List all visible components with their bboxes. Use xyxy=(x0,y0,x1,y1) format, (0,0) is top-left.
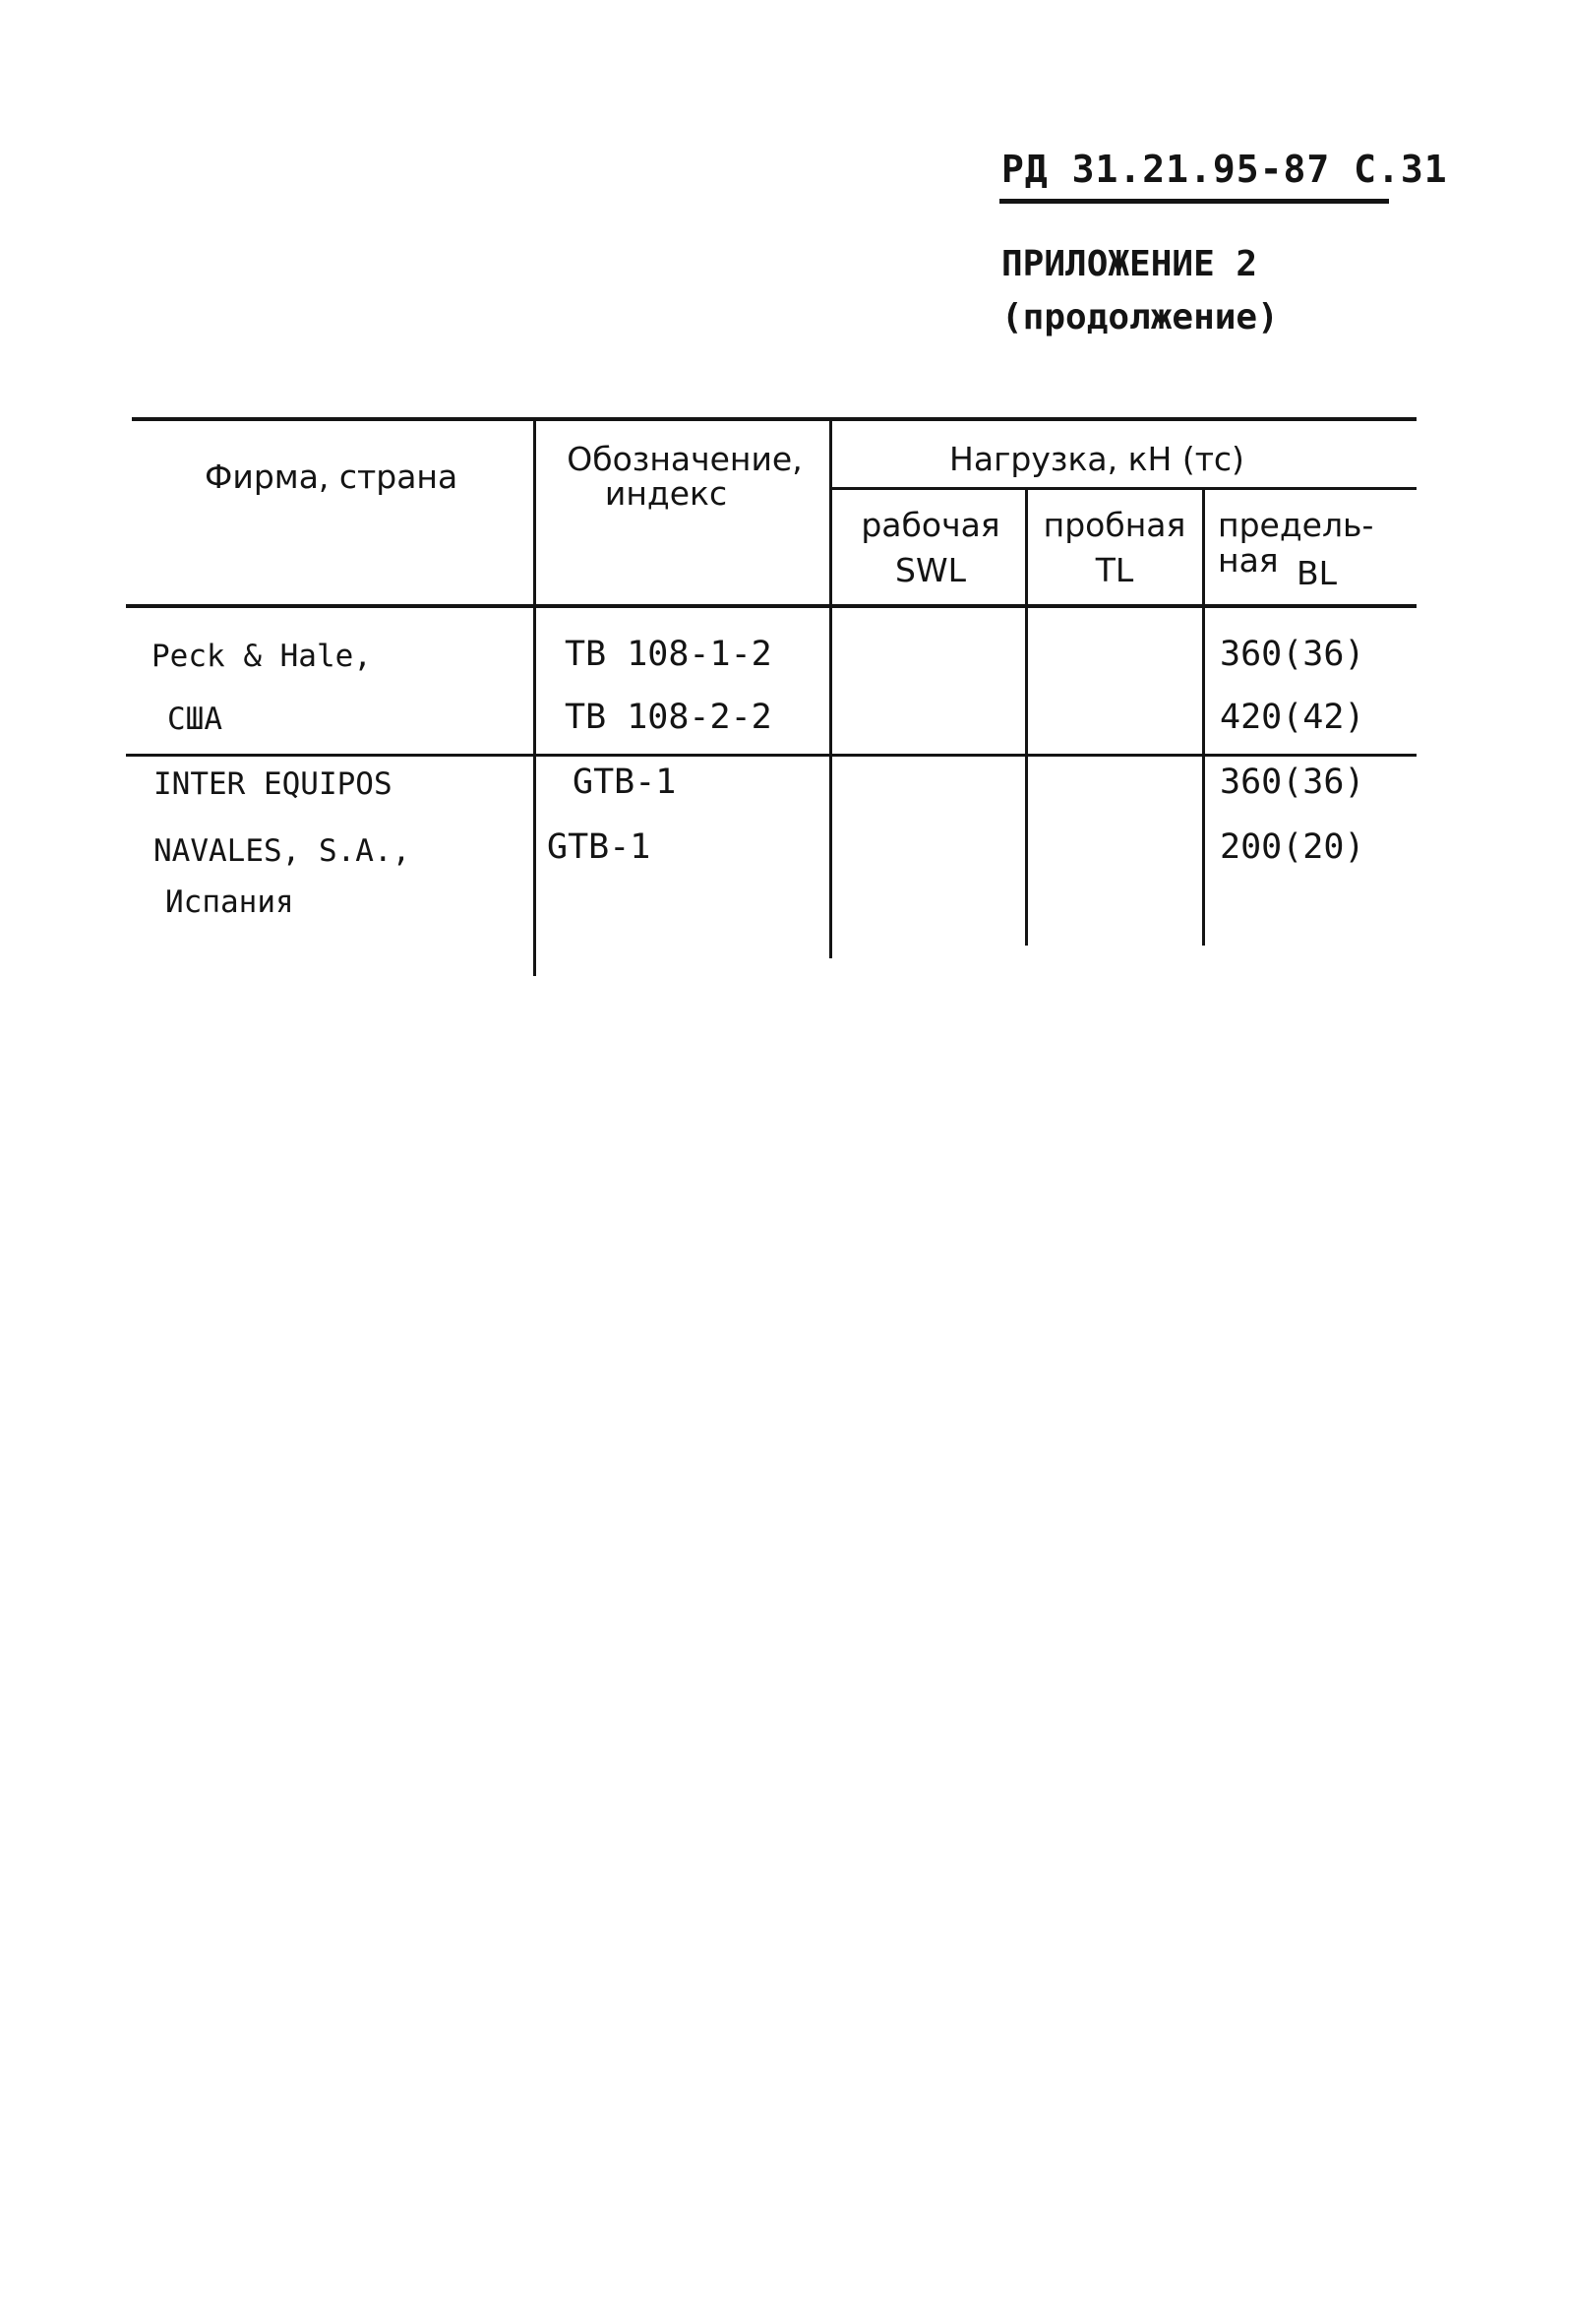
appendix-note: (продолжение) xyxy=(1001,297,1279,337)
column-header-limit-bl: BL xyxy=(1297,554,1338,592)
limit-load-cell: 360(36) xyxy=(1220,635,1365,674)
column-divider-designation xyxy=(533,417,536,976)
company-cell: NAVALES, S.A., xyxy=(153,833,411,869)
company-cell: INTER EQUIPOS xyxy=(153,766,392,802)
column-header-working-line1: рабочая xyxy=(861,506,1000,544)
designation-cell: TB 108-1-2 xyxy=(565,635,772,674)
column-divider-working xyxy=(829,417,832,958)
limit-load-cell: 420(42) xyxy=(1220,698,1365,737)
appendix-title: ПРИЛОЖЕНИЕ 2 xyxy=(1001,244,1258,284)
designation-cell: GTB-1 xyxy=(573,763,677,802)
table-top-border xyxy=(132,417,1417,421)
limit-load-cell: 360(36) xyxy=(1220,763,1365,802)
column-header-designation-line1: Обозначение, xyxy=(567,440,803,478)
company-cell: Испания xyxy=(165,885,294,920)
company-cell: Peck & Hale, xyxy=(151,639,372,674)
header-bottom-border xyxy=(126,604,1417,608)
column-header-working-line2: SWL xyxy=(895,551,966,589)
column-header-limit-line1: предель- xyxy=(1218,506,1374,544)
document-code: РД 31.21.95-87 С.31 xyxy=(1001,148,1448,191)
column-divider-test xyxy=(1025,489,1028,946)
column-header-test-line2: TL xyxy=(1095,551,1134,589)
load-group-divider xyxy=(832,487,1417,490)
column-header-company: Фирма, страна xyxy=(205,458,458,496)
group-separator xyxy=(126,754,1417,757)
column-header-test-line1: пробная xyxy=(1043,506,1186,544)
document-code-underline xyxy=(999,199,1389,204)
column-header-load-group: Нагрузка, кН (тс) xyxy=(949,440,1244,478)
designation-cell: TB 108-2-2 xyxy=(565,698,772,737)
column-divider-limit xyxy=(1202,489,1205,946)
limit-load-cell: 200(20) xyxy=(1220,827,1365,867)
column-header-limit-line2: ная xyxy=(1218,541,1279,580)
column-header-designation-line2: индекс xyxy=(604,474,728,513)
company-cell: США xyxy=(167,702,222,737)
designation-cell: GTB-1 xyxy=(547,827,651,867)
